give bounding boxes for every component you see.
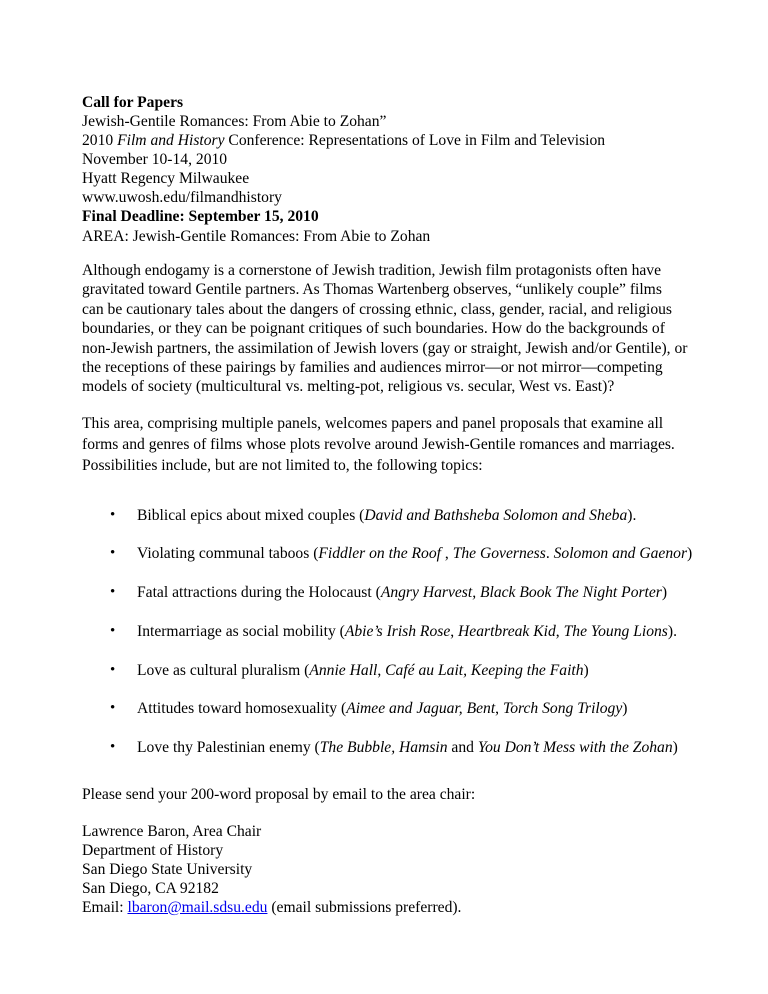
bullet-icon: • [110, 662, 116, 678]
scope-paragraph [82, 413, 692, 476]
list-item-text: Biblical epics about mixed couples (David and Bathsheba Solomon and Sheba). [137, 507, 637, 524]
paragraph-line: Although endogamy is a cornerstone of Jewish tradition, Jewish film protagonists often have [82, 262, 662, 279]
bullet-icon: • [110, 700, 116, 716]
conference-year: 2010 [82, 132, 118, 149]
area-heading: AREA: Jewish-Gentile Romances: From Abie to Zohan [82, 228, 431, 245]
paragraph-line: boundaries, or they can be poignant critiques of such boundaries. How do the backgrounds of [82, 320, 665, 338]
conference-dates: November 10-14, 2010 [82, 151, 228, 168]
email-label: Email: [82, 899, 128, 916]
paragraph-line: forms and genres of films whose plots revolve around Jewish-Gentile romances and marriages. [82, 436, 675, 453]
send-instructions: Please send your 200-word proposal by email to the area chair: [82, 786, 476, 803]
bullet-icon: • [110, 739, 116, 755]
bullet-icon: • [110, 584, 116, 600]
list-item-text: Violating communal taboos (Fiddler on the Roof , The Governess. Solomon and Gaenor) [137, 545, 693, 562]
contact-department: Department of History [82, 842, 224, 859]
list-item-text: Love thy Palestinian enemy (The Bubble, Hamsin and You Don’t Mess with the Zohan) [137, 739, 678, 756]
list-item-text: Love as cultural pluralism (Annie Hall, Café au Lait, Keeping the Faith) [137, 662, 589, 679]
bullet-icon: • [110, 623, 116, 639]
area-title-line: Jewish-Gentile Romances: From Abie to Zohan” [82, 113, 387, 130]
final-deadline: Final Deadline: September 15, 2010 [82, 208, 319, 225]
call-for-papers-title: Call for Papers [82, 94, 184, 111]
contact-address: San Diego, CA 92182 [82, 880, 219, 897]
conference-line [82, 131, 605, 150]
conference-venue: Hyatt Regency Milwaukee [82, 170, 250, 187]
contact-block [82, 822, 461, 917]
paragraph-line: Possibilities include, but are not limited to, the following topics: [82, 457, 483, 474]
contact-email-line [82, 898, 461, 917]
paragraph-line: can be cautionary tales about the dangers of crossing ethnic, class, gender, racial, and religious [82, 300, 672, 318]
contact-university: San Diego State University [82, 861, 253, 878]
list-item-text: Fatal attractions during the Holocaust (Angry Harvest, Black Book The Night Porter) [137, 584, 668, 601]
conference-journal-name: Film and History [117, 132, 225, 149]
intro-paragraph [82, 261, 688, 397]
paragraph-line: the receptions of these pairings by families and audiences mirror—or not mirror—competing [82, 359, 663, 377]
bullet-icon: • [110, 507, 116, 523]
paragraph-line: models of society (multicultural vs. melting-pot, religious vs. secular, West vs. East)? [82, 378, 615, 396]
list-item-text: Attitudes toward homosexuality (Aimee and Jaguar, Bent, Torch Song Trilogy) [137, 700, 628, 717]
contact-name: Lawrence Baron, Area Chair [82, 823, 262, 840]
bullet-icon: • [110, 545, 116, 561]
paragraph-line: This area, comprising multiple panels, welcomes papers and panel proposals that examine all [82, 415, 664, 432]
paragraph-line: non-Jewish partners, the assimilation of Jewish lovers (gay or straight, Jewish and/or Gentile), or [82, 339, 688, 357]
email-link[interactable]: lbaron@mail.sdsu.edu [127, 899, 268, 916]
list-item-text: Intermarriage as social mobility (Abie’s Irish Rose, Heartbreak Kid, The Young Lions). [137, 623, 677, 640]
conference-theme: Conference: Representations of Love in Film and Television [224, 132, 606, 149]
conference-website: www.uwosh.edu/filmandhistory [82, 189, 282, 206]
call-header [82, 93, 605, 226]
email-note: (email submissions preferred). [267, 899, 462, 916]
paragraph-line: gravitated toward Gentile partners. As Thomas Wartenberg observes, “unlikely couple” films [82, 281, 662, 299]
